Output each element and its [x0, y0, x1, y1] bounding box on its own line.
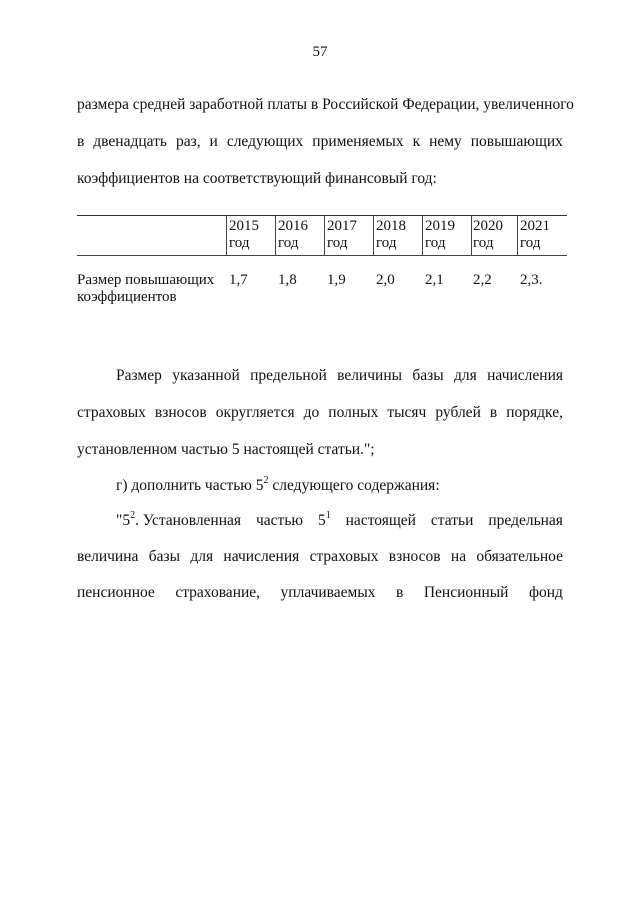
word: предельная — [488, 512, 563, 529]
value-2021: 2,3. — [520, 272, 543, 288]
paragraph-1-line-3 — [77, 441, 563, 459]
word: предельной — [250, 367, 327, 384]
word: $5^1$ — [317, 509, 331, 529]
word: в — [489, 404, 498, 421]
word: раз, — [175, 133, 201, 150]
word: величина — [77, 548, 139, 565]
word: "$5^2$. Установленная — [116, 509, 242, 529]
word: частью — [256, 512, 303, 529]
word: нему — [429, 133, 462, 150]
word: страховых — [77, 404, 146, 421]
word: величины — [337, 367, 403, 384]
value-2020: 2,2 — [473, 272, 492, 288]
word: страховых — [309, 548, 379, 565]
year-header-2016: 2016 год — [278, 218, 308, 251]
paragraph-1-line-2 — [77, 404, 563, 422]
coefficients-table — [77, 215, 567, 315]
intro-line-1 — [77, 96, 574, 114]
word: страхование, — [175, 584, 261, 601]
word: и — [209, 133, 218, 150]
column-divider — [324, 215, 325, 255]
word: взносов — [388, 548, 441, 565]
word: базы — [148, 548, 181, 565]
word: Пенсионный — [423, 584, 509, 601]
row-label: Размер повышающих коэффициентов — [77, 272, 215, 305]
word: уплачиваемых — [280, 584, 376, 601]
year-header-2015: 2015 год — [229, 218, 259, 251]
year-header-2020: 2020 год — [473, 218, 503, 251]
word: для — [454, 367, 477, 384]
year-header-2019: 2019 год — [425, 218, 455, 251]
word: применяемых — [312, 133, 404, 150]
column-divider — [422, 215, 423, 255]
word: для — [190, 548, 214, 565]
word: в — [396, 584, 404, 601]
word: на — [450, 548, 467, 565]
word: настоящей — [345, 512, 416, 529]
paragraph-1-line-1 — [116, 367, 563, 385]
item-g: г) дополнить частью $5^2$ следующего содержания: — [116, 474, 440, 494]
word: в — [77, 133, 85, 150]
year-header-2021: 2021 год — [520, 218, 550, 251]
intro-line-1-text: размера средней заработной платы в Российской Федерации, увеличенного — [77, 96, 574, 113]
word: тысяч — [387, 404, 427, 421]
table-header-rule — [77, 255, 567, 256]
word: к — [412, 133, 421, 150]
value-2016: 1,8 — [278, 272, 297, 288]
page-number: 57 — [312, 44, 328, 60]
word: пенсионное — [77, 584, 155, 601]
word: рублей — [435, 404, 481, 421]
column-divider — [517, 215, 518, 255]
intro-line-3 — [77, 170, 563, 188]
value-2019: 2,1 — [425, 272, 444, 288]
word: двенадцать — [93, 133, 167, 150]
word: статьи — [430, 512, 474, 529]
paragraph-2-line-3 — [77, 584, 563, 602]
column-divider — [226, 215, 227, 255]
value-2015: 1,7 — [229, 272, 248, 288]
word: полных — [328, 404, 379, 421]
word: повышающих — [470, 133, 563, 150]
word: взносов — [154, 404, 207, 421]
column-divider — [275, 215, 276, 255]
value-2018: 2,0 — [376, 272, 395, 288]
word: следующих — [226, 133, 304, 150]
intro-line-2 — [77, 133, 563, 151]
year-header-2018: 2018 год — [376, 218, 406, 251]
word: указанной — [172, 367, 240, 384]
table-top-rule — [77, 215, 567, 216]
value-2017: 1,9 — [327, 272, 346, 288]
word: округляется — [215, 404, 295, 421]
word: базы — [412, 367, 444, 384]
word: обязательное — [476, 548, 563, 565]
column-divider — [373, 215, 374, 255]
word: фонд — [528, 584, 563, 601]
paragraph-1-line-3-text: установленном частью 5 настоящей статьи."; — [77, 441, 375, 458]
column-divider — [471, 215, 472, 255]
paragraph-2-line-2 — [77, 548, 563, 566]
word: порядке, — [506, 404, 563, 421]
word: до — [303, 404, 320, 421]
intro-line-3-text: коэффициентов на соответствующий финансовый год: — [77, 170, 437, 187]
paragraph-2-line-1 — [116, 509, 563, 530]
word: начисления — [487, 367, 563, 384]
word: Размер — [116, 367, 162, 384]
year-header-2017: 2017 год — [327, 218, 357, 251]
word: начисления — [223, 548, 300, 565]
